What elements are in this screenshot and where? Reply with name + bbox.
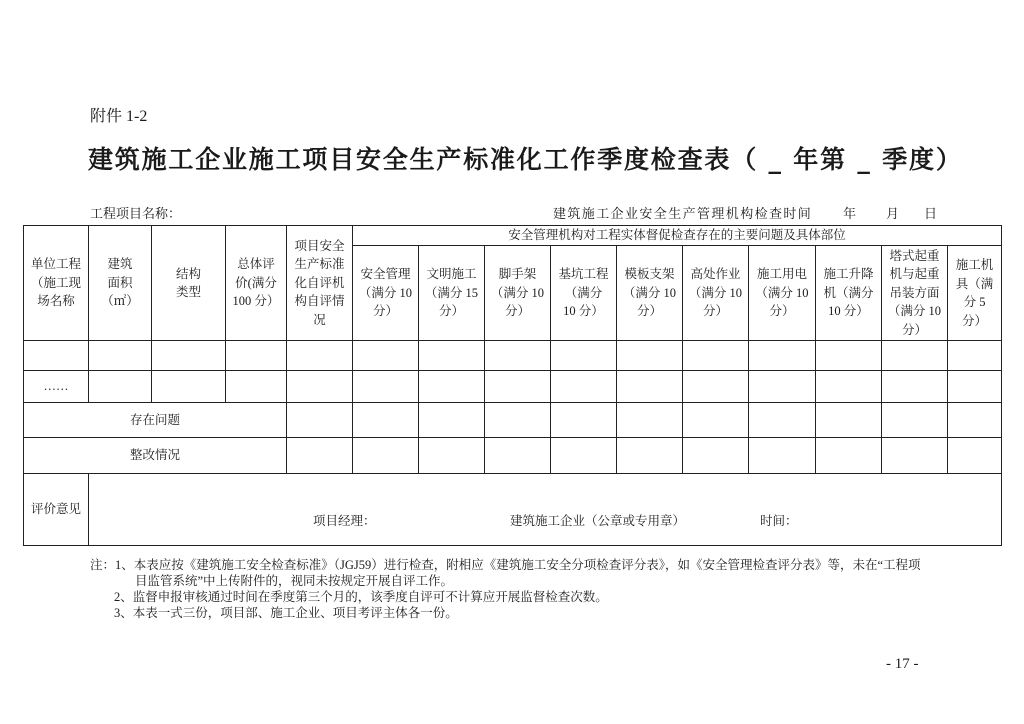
table-cell: [419, 341, 485, 371]
evaluation-signature-cell: [89, 474, 1002, 546]
table-cell: [287, 371, 353, 403]
header-self-evaluation-label: 项目安全 生产标准 化自评机 构自评情 况: [294, 238, 345, 327]
check-time-day: 日: [924, 206, 938, 221]
signature-area: [89, 474, 1001, 545]
header-formwork-support: [617, 246, 683, 341]
table-cell: [24, 341, 89, 371]
header-structure-type-label: 结构 类型: [175, 266, 201, 299]
table-cell: [749, 438, 816, 474]
table-cell: [226, 341, 287, 371]
header-work-at-height: [683, 246, 749, 341]
table-cell: [617, 403, 683, 438]
header-work-at-height-label: 高处作业 （满分 10 分）: [688, 267, 743, 319]
table-cell: [948, 341, 1002, 371]
header-self-evaluation: [287, 226, 353, 341]
table-cell: [89, 371, 152, 403]
table-cell: [287, 341, 353, 371]
table-cell: [226, 371, 287, 403]
inspection-table: [23, 225, 1002, 546]
table-cell: [419, 403, 485, 438]
table-cell: [353, 403, 419, 438]
table-cell: [152, 371, 226, 403]
table-cell: [948, 371, 1002, 403]
check-time-month: 月: [886, 206, 900, 221]
header-building-area: [89, 226, 152, 341]
table-cell: [882, 403, 948, 438]
header-construction-tools-label: 施工机 具（满 分 5 分）: [955, 258, 994, 328]
note-line-4: 3、本表一式三份，项目部、施工企业、项目考评主体各一份。: [114, 606, 458, 620]
page-number: - 17 -: [886, 656, 919, 672]
header-civilized-construction-label: 文明施工 （满分 15 分）: [424, 267, 479, 319]
table-cell: [816, 371, 882, 403]
table-cell: [89, 341, 152, 371]
header-overall-score-label: 总体评 价(满分 100 分）: [232, 257, 280, 309]
signature-time-label: 时间：: [760, 514, 798, 528]
table-cell: [683, 438, 749, 474]
table-cell: [485, 371, 551, 403]
table-cell: [683, 403, 749, 438]
table-row: [24, 371, 1002, 403]
note-line-3: 2、监督申报审核通过时间在季度第三个月的，该季度自评可不计算应开展监督检查次数。: [114, 590, 608, 604]
header-safety-management-label: 安全管理 （满分 10 分）: [358, 267, 413, 319]
table-cell: [882, 438, 948, 474]
rectification-row-label-cell: [24, 438, 287, 474]
evaluation-label: 评价意见: [30, 502, 81, 517]
header-safety-management: [353, 246, 419, 341]
evaluation-label-cell: [24, 474, 89, 546]
header-formwork-support-label: 模板支架 （满分 10 分）: [622, 267, 677, 319]
table-cell: [551, 438, 617, 474]
issues-row-label: 存在问题: [129, 412, 180, 427]
table-cell: [419, 438, 485, 474]
header-construction-electricity-label: 施工用电 （满分 10 分）: [755, 267, 809, 319]
table-cell: [749, 341, 816, 371]
header-scaffolding-label: 脚手架 （满分 10 分）: [490, 267, 545, 319]
table-cell: [749, 403, 816, 438]
table-cell: [485, 403, 551, 438]
project-manager-label: 项目经理：: [313, 514, 376, 528]
header-tower-crane: [882, 246, 948, 341]
header-foundation-pit-label: 基坑工程 （满分 10 分）: [558, 267, 609, 319]
table-cell: [152, 341, 226, 371]
table-cell: [353, 341, 419, 371]
header-overall-score: [226, 226, 287, 341]
table-cell: [948, 438, 1002, 474]
table-row: [24, 341, 1002, 371]
header-hoist-label: 施工升降 机（满分 10 分）: [823, 267, 874, 319]
issues-row: [24, 403, 1002, 438]
table-cell: [551, 371, 617, 403]
table-cell: [287, 438, 353, 474]
header-unit-project-label: 单位工程 （施工现 场名称: [30, 257, 81, 309]
issues-group-header-label: 安全管理机构对工程实体督促检查存在的主要问题及具体部位: [508, 228, 846, 243]
header-unit-project: [24, 226, 89, 341]
table-cell: [683, 371, 749, 403]
table-cell: [485, 341, 551, 371]
check-time-label: 建筑施工企业安全生产管理机构检查时间: [553, 206, 813, 221]
header-foundation-pit: [551, 246, 617, 341]
attachment-label: 附件 1-2: [90, 108, 148, 125]
table-cell: [948, 403, 1002, 438]
table-cell: [617, 438, 683, 474]
document-title: 建筑施工企业施工项目安全生产标准化工作季度检查表（ _ 年第 _ 季度）: [88, 145, 963, 174]
table-cell: [882, 341, 948, 371]
table-cell: [816, 403, 882, 438]
header-scaffolding: [485, 246, 551, 341]
evaluation-row: [24, 474, 1002, 546]
note-line-1: 注：1、本表应按《建筑施工安全检查标准》（JGJ59）进行检查，附相应《建筑施工安全分项检查评分表》，如《安全管理检查评分表》等，未在“工程项: [90, 558, 921, 572]
header-construction-tools: [948, 246, 1002, 341]
table-cell: [816, 341, 882, 371]
table-cell: [353, 371, 419, 403]
table-cell: [485, 438, 551, 474]
table-cell: [287, 403, 353, 438]
note-line-2: 目监管系统”中上传附件的，视同未按规定开展自评工作。: [135, 574, 454, 588]
table-cell: [683, 341, 749, 371]
table-cell: [551, 403, 617, 438]
project-name-label: 工程项目名称：: [90, 206, 182, 221]
table-cell: [419, 371, 485, 403]
continuation-cell: [24, 371, 89, 403]
rectification-row-label: 整改情况: [129, 448, 180, 463]
header-construction-electricity: [749, 246, 816, 341]
table-cell: [617, 341, 683, 371]
rectification-row: [24, 438, 1002, 474]
continuation-marker: ……: [43, 379, 69, 394]
table-cell: [882, 371, 948, 403]
table-cell: [617, 371, 683, 403]
table-cell: [749, 371, 816, 403]
check-time-year: 年: [843, 206, 857, 221]
table-header-row: [24, 226, 1002, 246]
company-seal-label: 建筑施工企业（公章或专用章）: [510, 514, 686, 528]
table-cell: [353, 438, 419, 474]
table-cell: [551, 341, 617, 371]
header-structure-type: [152, 226, 226, 341]
header-building-area-label: 建筑 面积 （㎡）: [101, 257, 139, 309]
issues-group-header: [353, 226, 1002, 246]
issues-row-label-cell: [24, 403, 287, 438]
header-tower-crane-label: 塔式起重 机与起重 吊装方面 （满分 10 分）: [887, 248, 942, 337]
table-cell: [816, 438, 882, 474]
header-civilized-construction: [419, 246, 485, 341]
header-hoist: [816, 246, 882, 341]
